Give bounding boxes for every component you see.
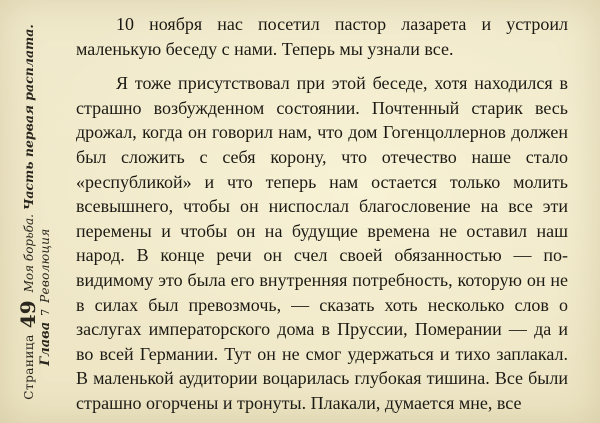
side-margin — [0, 0, 74, 423]
page-number: 49 — [16, 300, 40, 329]
running-header — [16, 24, 53, 400]
body-text — [76, 12, 568, 416]
header-line-1 — [16, 24, 40, 400]
page-label: Страница — [22, 334, 36, 400]
part-title: Часть первая расплата. — [21, 24, 36, 211]
chapter-title: Революция — [38, 228, 52, 303]
book-title: Моя борьба. — [22, 214, 36, 293]
paragraph-2: Я тоже присутствовал при этой беседе, хотя находился в страшно возбужденном состоянии. Почтенный старик весь дрожал, когда он говорил нам, что дом Гогенцоллернов должен был сложить с себя корону, что отечество наше стало «республикой» и что теперь нам остается только молить всевышнего, чтобы он ниспослал благословение на все эти перемены и чтобы он на будущие времена не оставил наш народ. В конце речи он счел своей обязанностью — по-видимому это была его внутренняя потребность, которую он не в силах был превозмочь, — сказать хоть несколько слов о заслугах императорского дома в Пруссии, Померании — да и во всей Германии. Тут он не смог удержаться и тихо заплакал. В маленькой аудитории воцарилась глубокая тишина. Все были страшно огорчены и тронуты. Плакали, думается мне, все — [76, 73, 568, 413]
chapter-number: 7 — [39, 308, 52, 316]
paragraph-1: 10 ноября нас посетил пастор лазарета и устроил маленькую беседу с нами. Теперь мы узнали все. — [76, 14, 568, 59]
chapter-label: Глава — [38, 321, 53, 366]
header-line-2 — [37, 24, 53, 399]
